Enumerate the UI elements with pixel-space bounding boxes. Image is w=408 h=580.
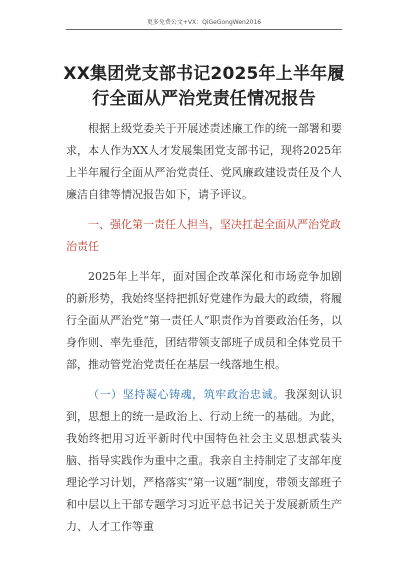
document-title: XX集团党支部书记2025年上半年履行全面从严治党责任情况报告	[63, 64, 345, 109]
subsection-1-paragraph	[66, 384, 342, 538]
page-header: 更多免费公文+VX：QiGeGongWen2016	[146, 19, 262, 26]
header-divider	[66, 29, 342, 30]
subsection-1-body: 我深刻认识到，思想上的统一是政治上、行动上统一的基础。为此，我始终把用习近平新时代中国特色社会主义思想武装头脑、指导实践作为重中之重。我亲自主持制定了支部年度理论学习计划，严格落实“第一议题”制度，带领支部班子和中层以上干部专题学习习近平总书记关于发展新质生产力、人才工作等重	[66, 388, 343, 533]
subsection-1-lead: （一）坚持凝心铸魂，筑牢政治忠诚。	[88, 388, 285, 401]
section-1-heading: 一、强化第一责任人担当，坚决扛起全面从严治党政治责任	[66, 218, 341, 253]
intro-paragraph: 根据上级党委关于开展述责述廉工作的统一部署和要求，本人作为XX人才发展集团党支部书记，现将2025年上半年履行全面从严治党责任、党风廉政建设责任及个人廉洁自律等情况报告如下，请予评议。	[66, 122, 342, 201]
section-1-paragraph: 2025年上半年，面对国企改革深化和市场竞争加剧的新形势，我始终坚持把抓好党建作为最大的政绩，将履行全面从严治党“第一责任人”职责作为首要政治任务，以身作则、率先垂范，团结带领支部班子成员和全体党员干部，推动管党治党责任在基层一线落地生根。	[66, 270, 342, 371]
